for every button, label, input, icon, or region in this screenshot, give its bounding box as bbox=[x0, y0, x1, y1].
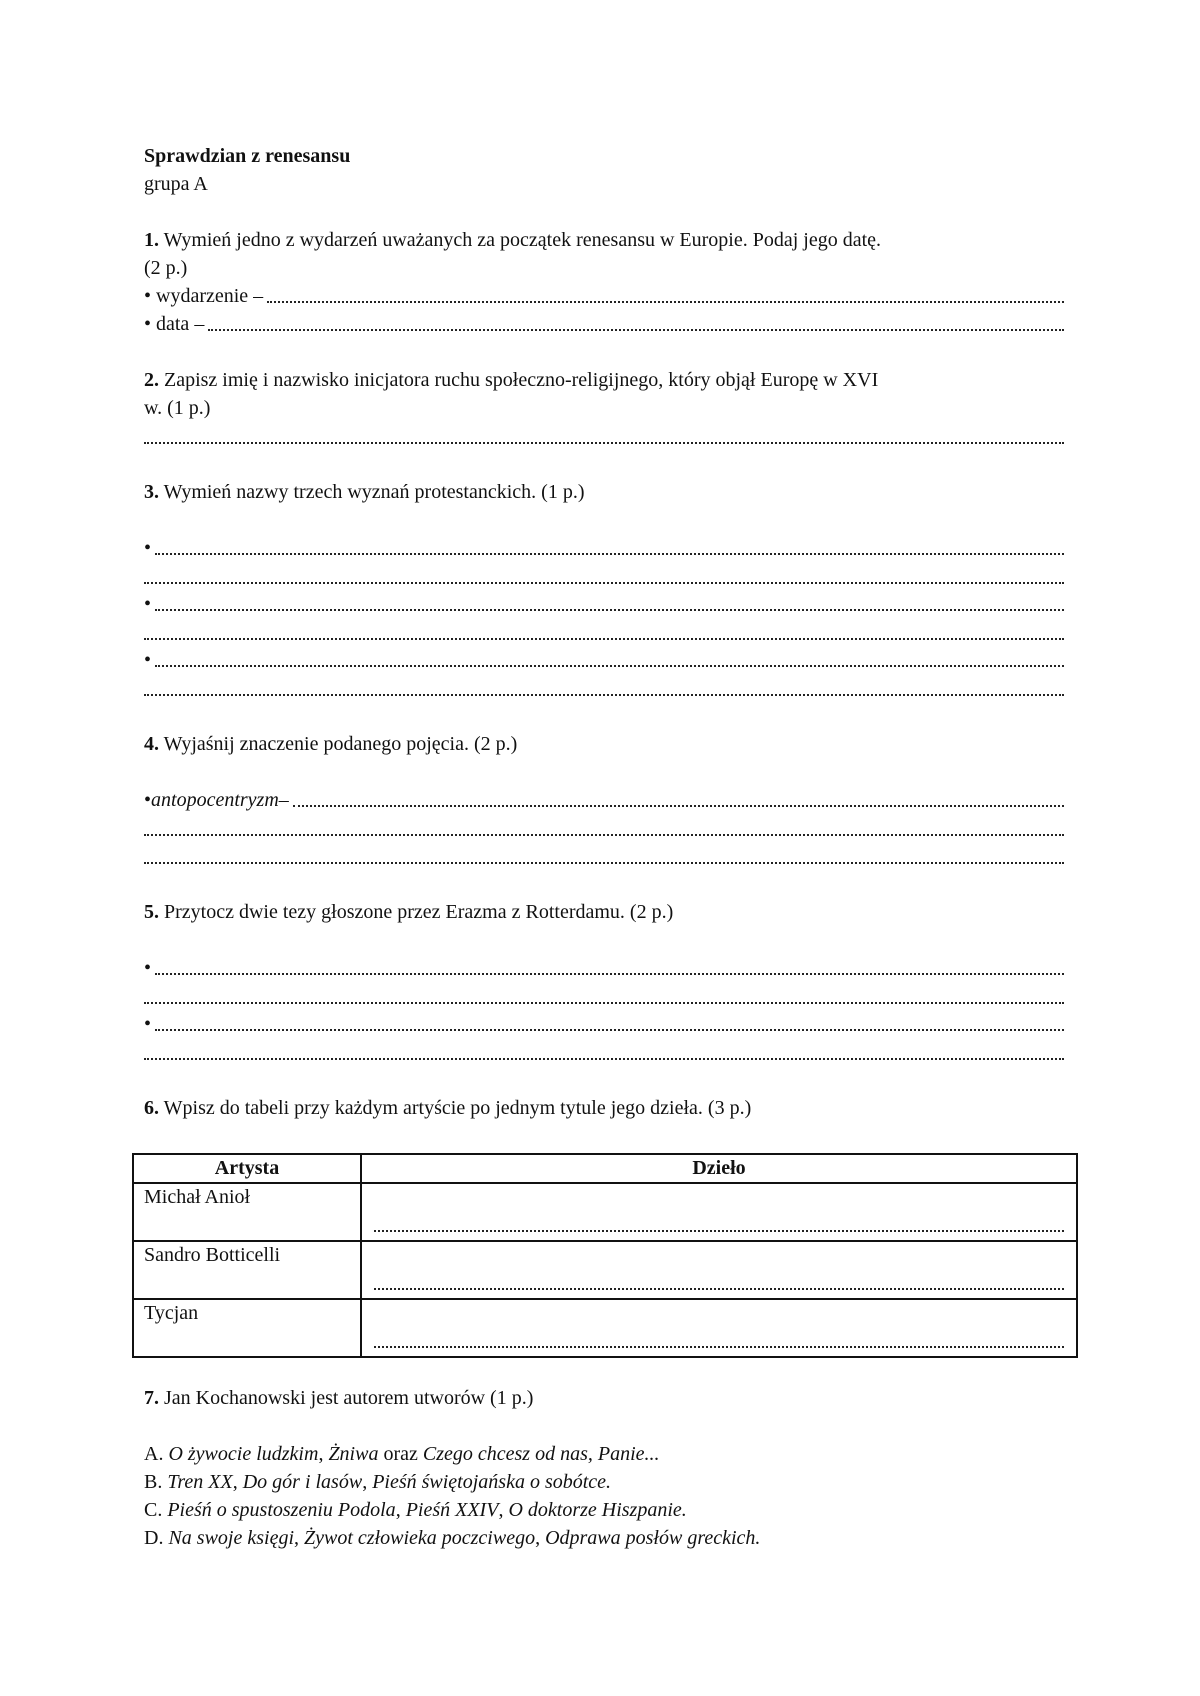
question-number: 4. bbox=[144, 733, 159, 755]
option-letter: D. bbox=[144, 1527, 169, 1549]
question-number: 3. bbox=[144, 481, 159, 503]
question-text: Wymień nazwy trzech wyznań protestanckich. (1 p.) bbox=[159, 481, 585, 503]
bullet: • bbox=[144, 537, 152, 559]
answer-line-term[interactable] bbox=[144, 786, 1064, 814]
work-title: Czego chcesz od nas, Panie... bbox=[422, 1443, 660, 1465]
question-text-cont: w. (1 p.) bbox=[144, 397, 211, 419]
artist-table bbox=[132, 1153, 1078, 1358]
work-title: Pieśń XXIV bbox=[405, 1499, 499, 1521]
answer-line[interactable] bbox=[144, 842, 1064, 870]
answer-line-bullet[interactable] bbox=[144, 954, 1064, 982]
bullet: • bbox=[144, 649, 152, 671]
option-letter: C. bbox=[144, 1499, 168, 1521]
answer-line[interactable] bbox=[144, 814, 1064, 842]
bullet-label: • data – bbox=[144, 313, 205, 335]
option-d[interactable] bbox=[144, 1524, 1064, 1552]
work-title: Żywot człowieka poczciwego bbox=[304, 1527, 536, 1549]
question-1 bbox=[144, 226, 1064, 254]
question-number: 6. bbox=[144, 1097, 159, 1119]
bullet-label: • wydarzenie – bbox=[144, 285, 264, 307]
question-text: Wymień jedno z wydarzeń uważanych za początek renesansu w Europie. Podaj jego datę. bbox=[159, 229, 882, 251]
work-answer-cell[interactable] bbox=[361, 1241, 1077, 1299]
work-title: Tren XX bbox=[167, 1471, 233, 1493]
work-title: O doktorze Hiszpanie. bbox=[508, 1499, 687, 1521]
work-title: Pieśń świętojańska o sobótce. bbox=[372, 1471, 612, 1493]
answer-line-bullet[interactable] bbox=[144, 1010, 1064, 1038]
table-row bbox=[133, 1299, 1077, 1357]
work-title: O żywocie ludzkim bbox=[168, 1443, 319, 1465]
question-5 bbox=[144, 898, 1064, 926]
question-4 bbox=[144, 730, 1064, 758]
answer-line[interactable] bbox=[144, 674, 1064, 702]
question-7-block bbox=[144, 1384, 1064, 1552]
question-3 bbox=[144, 478, 1064, 506]
worksheet bbox=[144, 142, 1064, 1122]
answer-line-date[interactable] bbox=[144, 310, 1064, 338]
work-answer-cell[interactable] bbox=[361, 1299, 1077, 1357]
answer-line-bullet[interactable] bbox=[144, 646, 1064, 674]
question-text: Jan Kochanowski jest autorem utworów (1 p.) bbox=[159, 1387, 534, 1409]
table-row bbox=[133, 1241, 1077, 1299]
work-title: Do gór i lasów bbox=[242, 1471, 363, 1493]
term: antopocentryzm bbox=[151, 789, 279, 811]
question-text: Wpisz do tabeli przy każdym artyście po jednym tytule jego dzieła. (3 p.) bbox=[159, 1097, 752, 1119]
answer-line[interactable] bbox=[144, 562, 1064, 590]
work-title: Odprawa posłów greckich. bbox=[545, 1527, 761, 1549]
question-2 bbox=[144, 366, 1064, 394]
question-text: Zapisz imię i nazwisko inicjatora ruchu społeczno-religijnego, który objął Europę w XVI bbox=[159, 369, 879, 391]
work-answer-cell[interactable] bbox=[361, 1183, 1077, 1241]
artist-name: Sandro Botticelli bbox=[133, 1241, 361, 1299]
answer-line[interactable] bbox=[144, 1038, 1064, 1066]
question-text: Wyjaśnij znaczenie podanego pojęcia. (2 p.) bbox=[159, 733, 518, 755]
option-b[interactable] bbox=[144, 1468, 1064, 1496]
option-letter: B. bbox=[144, 1471, 168, 1493]
question-number: 5. bbox=[144, 901, 159, 923]
answer-line-bullet[interactable] bbox=[144, 590, 1064, 618]
term-dash: – bbox=[278, 789, 289, 811]
column-header-work: Dzieło bbox=[361, 1154, 1077, 1183]
artist-name: Michał Anioł bbox=[133, 1183, 361, 1241]
separator: oraz bbox=[378, 1443, 423, 1465]
separator: , bbox=[318, 1443, 329, 1465]
table-row bbox=[133, 1183, 1077, 1241]
column-header-artist: Artysta bbox=[133, 1154, 361, 1183]
separator: , bbox=[395, 1499, 406, 1521]
question-points: (2 p.) bbox=[144, 257, 188, 279]
bullet: • bbox=[144, 593, 152, 615]
separator: , bbox=[362, 1471, 373, 1493]
question-number: 2. bbox=[144, 369, 159, 391]
separator: , bbox=[498, 1499, 509, 1521]
work-title: Pieśń o spustoszeniu Podola bbox=[167, 1499, 396, 1521]
separator: , bbox=[294, 1527, 304, 1549]
bullet: • bbox=[144, 789, 152, 811]
question-number: 1. bbox=[144, 229, 159, 251]
option-a[interactable] bbox=[144, 1440, 1064, 1468]
separator: , bbox=[232, 1471, 243, 1493]
answer-line-bullet[interactable] bbox=[144, 534, 1064, 562]
question-number: 7. bbox=[144, 1387, 159, 1409]
work-title: Żniwa bbox=[328, 1443, 379, 1465]
question-6 bbox=[144, 1094, 1064, 1122]
answer-line[interactable] bbox=[144, 618, 1064, 646]
question-7 bbox=[144, 1384, 1064, 1412]
answer-line-event[interactable] bbox=[144, 282, 1064, 310]
option-letter: A. bbox=[144, 1443, 169, 1465]
option-c[interactable] bbox=[144, 1496, 1064, 1524]
bullet: • bbox=[144, 1013, 152, 1035]
artist-name: Tycjan bbox=[133, 1299, 361, 1357]
bullet: • bbox=[144, 957, 152, 979]
answer-line[interactable] bbox=[144, 422, 1064, 450]
answer-line[interactable] bbox=[144, 982, 1064, 1010]
page-title: Sprawdzian z renesansu bbox=[144, 145, 351, 167]
separator: , bbox=[535, 1527, 546, 1549]
work-title: Na swoje księgi bbox=[168, 1527, 294, 1549]
question-text: Przytocz dwie tezy głoszone przez Erazma z Rotterdamu. (2 p.) bbox=[159, 901, 674, 923]
group-label: grupa A bbox=[144, 173, 208, 195]
